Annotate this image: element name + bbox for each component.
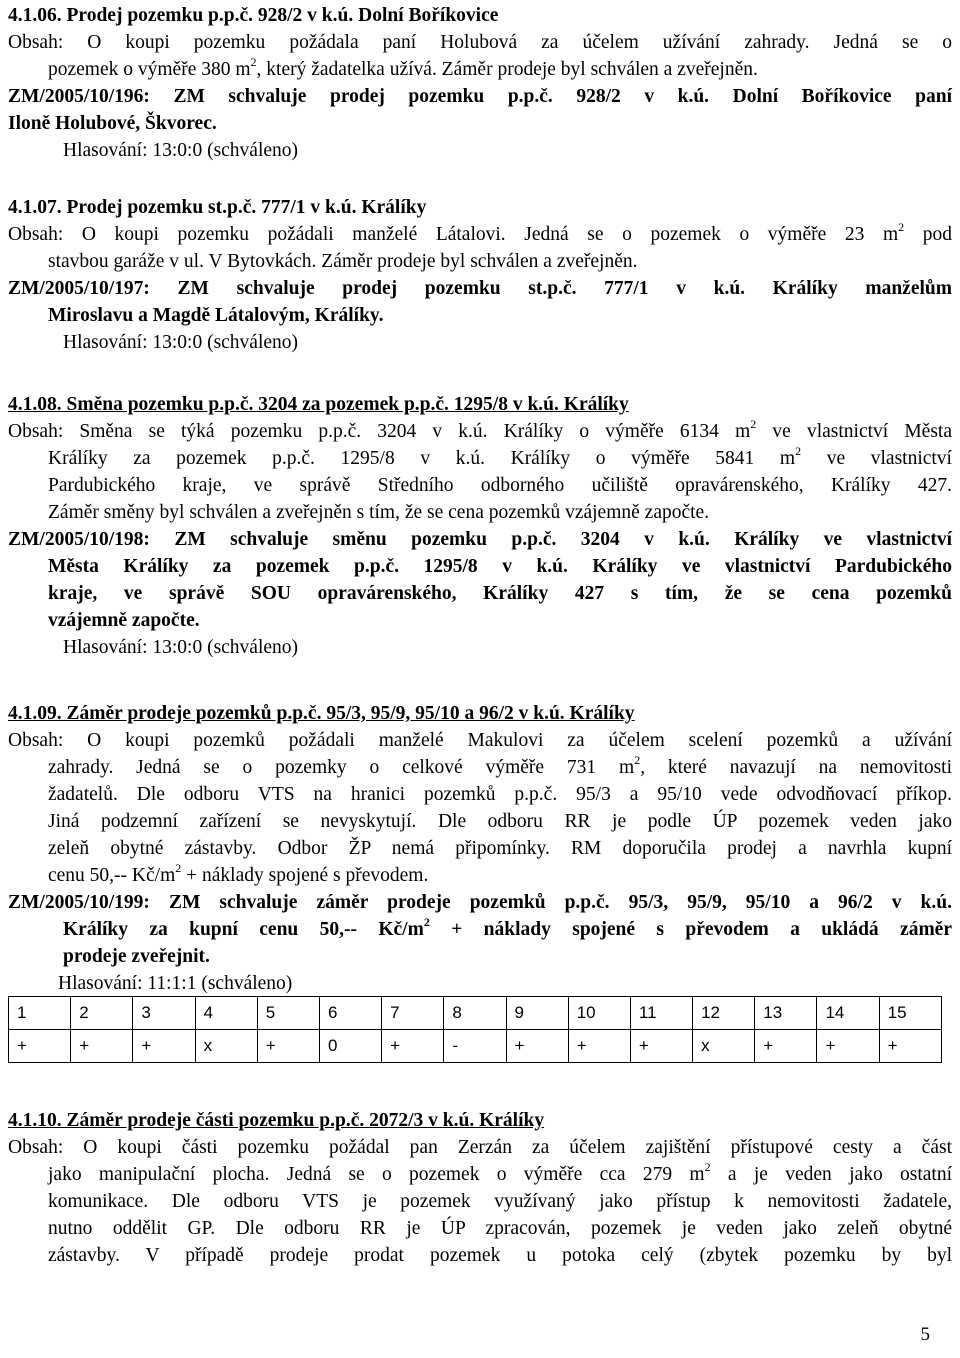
voter-number-cell: 13 <box>755 997 817 1030</box>
content-line: zástavby. V případě prodeje prodat pozemek u potoka celý (zbytek pozemku by byl <box>48 1245 952 1266</box>
resolution-line: ZM/2005/10/199: ZM schvaluje záměr prodeje pozemků p.p.č. 95/3, 95/9, 95/10 a 96/2 v k.ú. <box>8 892 952 913</box>
section-heading: 4.1.07. Prodej pozemku st.p.č. 777/1 v k.ú. Králíky <box>8 197 427 218</box>
content-line: Záměr směny byl schválen a zveřejněn s tím, že se cena pozemků vzájemně započte. <box>48 502 710 523</box>
content-line: zahrady. Jedná se o pozemky o celkové výměře 731 $m^2$, které navazují na nemovitosti <box>48 752 952 778</box>
voter-number-cell: 9 <box>506 997 568 1030</box>
resolution-line: kraje, ve správě SOU opravárenského, Králíky 427 s tím, že se cena pozemků <box>48 583 952 604</box>
section-heading: 4.1.08. Směna pozemku p.p.č. 3204 za pozemek p.p.č. 1295/8 v k.ú. Králíky <box>8 394 629 415</box>
vote-mark-cell: + <box>382 1030 444 1063</box>
resolution-line: Města Králíky za pozemek p.p.č. 1295/8 v k.ú. Králíky ve vlastnictví Pardubického <box>48 556 952 577</box>
voter-number-cell: 11 <box>630 997 692 1030</box>
section-4-1-08 <box>8 391 952 661</box>
page-number: 5 <box>920 1324 930 1345</box>
section-4-1-07 <box>8 194 952 356</box>
resolution-line: ZM/2005/10/197: ZM schvaluje prodej pozemku st.p.č. 777/1 v k.ú. Králíky manželům <box>8 278 952 299</box>
content-line: Obsah: Směna se týká pozemku p.p.č. 3204 v k.ú. Králíky o výměře 6134 $m^2$ ve vlastnictví Města <box>8 416 952 442</box>
section-4-1-10 <box>8 1107 952 1269</box>
resolution-line: ZM/2005/10/196: ZM schvaluje prodej pozemku p.p.č. 928/2 v k.ú. Dolní Boříkovice paní <box>8 86 952 107</box>
vote-mark-cell: x <box>693 1030 755 1063</box>
content-line: zeleň obytné zástavby. Odbor ŽP nemá připomínky. RM doporučila prodej a navrhla kupní <box>48 838 952 859</box>
content-line: Králíky za pozemek p.p.č. 1295/8 v k.ú. Králíky o výměře 5841 $m^2$ ve vlastnictví <box>48 443 952 469</box>
content-line: Obsah: O koupi pozemku požádali manželé Látalovi. Jedná se o pozemek o výměře 23 $m^2$ pod <box>8 219 953 245</box>
content-line: komunikace. Dle odboru VTS je pozemek využívaný jako přístup k nemovitosti žadatele, <box>48 1191 952 1212</box>
voter-number-cell: 12 <box>693 997 755 1030</box>
voter-number-cell: 4 <box>195 997 257 1030</box>
vote-result: Hlasování: 13:0:0 (schváleno) <box>63 332 299 353</box>
vote-mark-cell: 0 <box>319 1030 381 1063</box>
voter-number-cell: 14 <box>817 997 879 1030</box>
voting-table <box>8 996 942 1063</box>
voter-number-cell: 10 <box>568 997 630 1030</box>
voter-number-cell: 6 <box>319 997 381 1030</box>
content-line: jako manipulační plocha. Jedná se o pozemek o výměře cca 279 $m^2$ a je veden jako ostatní <box>48 1159 952 1185</box>
section-heading: 4.1.10. Záměr prodeje části pozemku p.p.č. 2072/3 v k.ú. Králíky <box>8 1110 545 1131</box>
section-4-1-09 <box>8 700 952 1055</box>
vote-mark-cell: + <box>630 1030 692 1063</box>
content-line: pozemek o výměře 380 $m^2$, který žadatelka užívá. Záměr prodeje byl schválen a zveřejněn. <box>48 54 758 80</box>
resolution-line: prodeje zveřejnit. <box>63 946 210 967</box>
content-line: cenu 50,-- $Kč/m^2$ + náklady spojené s převodem. <box>48 860 429 886</box>
vote-mark-cell: x <box>195 1030 257 1063</box>
section-4-1-06 <box>8 2 952 164</box>
section-heading: 4.1.06. Prodej pozemku p.p.č. 928/2 v k.ú. Dolní Boříkovice <box>8 5 499 26</box>
content-line: Jiná podzemní zařízení se nevyskytují. Dle odboru RR je podle ÚP pozemek veden jako <box>48 811 952 832</box>
voter-number-cell: 2 <box>71 997 133 1030</box>
resolution-line: Králíky za kupní cenu 50,-- $Kč/m^2$ + náklady spojené s převodem a ukládá záměr <box>63 914 952 940</box>
content-line: Obsah: O koupi pozemku požádala paní Holubová za účelem užívání zahrady. Jedná se o <box>8 32 952 53</box>
resolution-line: ZM/2005/10/198: ZM schvaluje směnu pozemku p.p.č. 3204 v k.ú. Králíky ve vlastnictví <box>8 529 952 550</box>
voter-number-cell: 5 <box>257 997 319 1030</box>
vote-result: Hlasování: 13:0:0 (schváleno) <box>63 140 299 161</box>
resolution-line: vzájemně započte. <box>48 610 200 631</box>
voter-number-cell: 7 <box>382 997 444 1030</box>
vote-mark-cell: + <box>755 1030 817 1063</box>
vote-result: Hlasování: 11:1:1 (schváleno) <box>58 973 293 994</box>
section-heading: 4.1.09. Záměr prodeje pozemků p.p.č. 95/3, 95/9, 95/10 a 96/2 v k.ú. Králíky <box>8 703 635 724</box>
vote-mark-cell: + <box>71 1030 133 1063</box>
vote-mark-cell: + <box>506 1030 568 1063</box>
voter-number-cell: 8 <box>444 997 506 1030</box>
content-line: stavbou garáže v ul. V Bytovkách. Záměr prodeje byl schválen a zveřejněn. <box>48 251 638 272</box>
voting-table-header-row <box>9 997 942 1030</box>
content-line: žadatelů. Dle odboru VTS na hranici pozemků p.p.č. 95/3 a 95/10 vede odvodňovací příkop. <box>48 784 952 805</box>
vote-mark-cell: + <box>879 1030 941 1063</box>
vote-mark-cell: - <box>444 1030 506 1063</box>
vote-mark-cell: + <box>568 1030 630 1063</box>
voter-number-cell: 3 <box>133 997 195 1030</box>
content-line: Pardubického kraje, ve správě Středního odborného učiliště opravárenského, Králíky 427. <box>48 475 952 496</box>
voter-number-cell: 1 <box>9 997 71 1030</box>
vote-result: Hlasování: 13:0:0 (schváleno) <box>63 637 299 658</box>
content-line: Obsah: O koupi části pozemku požádal pan Zerzán za účelem zajištění přístupové cesty a část <box>8 1137 952 1158</box>
resolution-line: Miroslavu a Magdě Látalovým, Králíky. <box>48 305 384 326</box>
voter-number-cell: 15 <box>879 997 941 1030</box>
vote-mark-cell: + <box>817 1030 879 1063</box>
resolution-line: Iloně Holubové, Škvorec. <box>8 113 217 134</box>
vote-mark-cell: + <box>257 1030 319 1063</box>
vote-mark-cell: + <box>9 1030 71 1063</box>
content-line: Obsah: O koupi pozemků požádali manželé Makulovi za účelem scelení pozemků a užívání <box>8 730 952 751</box>
vote-mark-cell: + <box>133 1030 195 1063</box>
voting-table-marks-row <box>9 1030 942 1063</box>
content-line: nutno oddělit GP. Dle odboru RR je ÚP zpracován, pozemek je veden jako zeleň obytné <box>48 1218 952 1239</box>
